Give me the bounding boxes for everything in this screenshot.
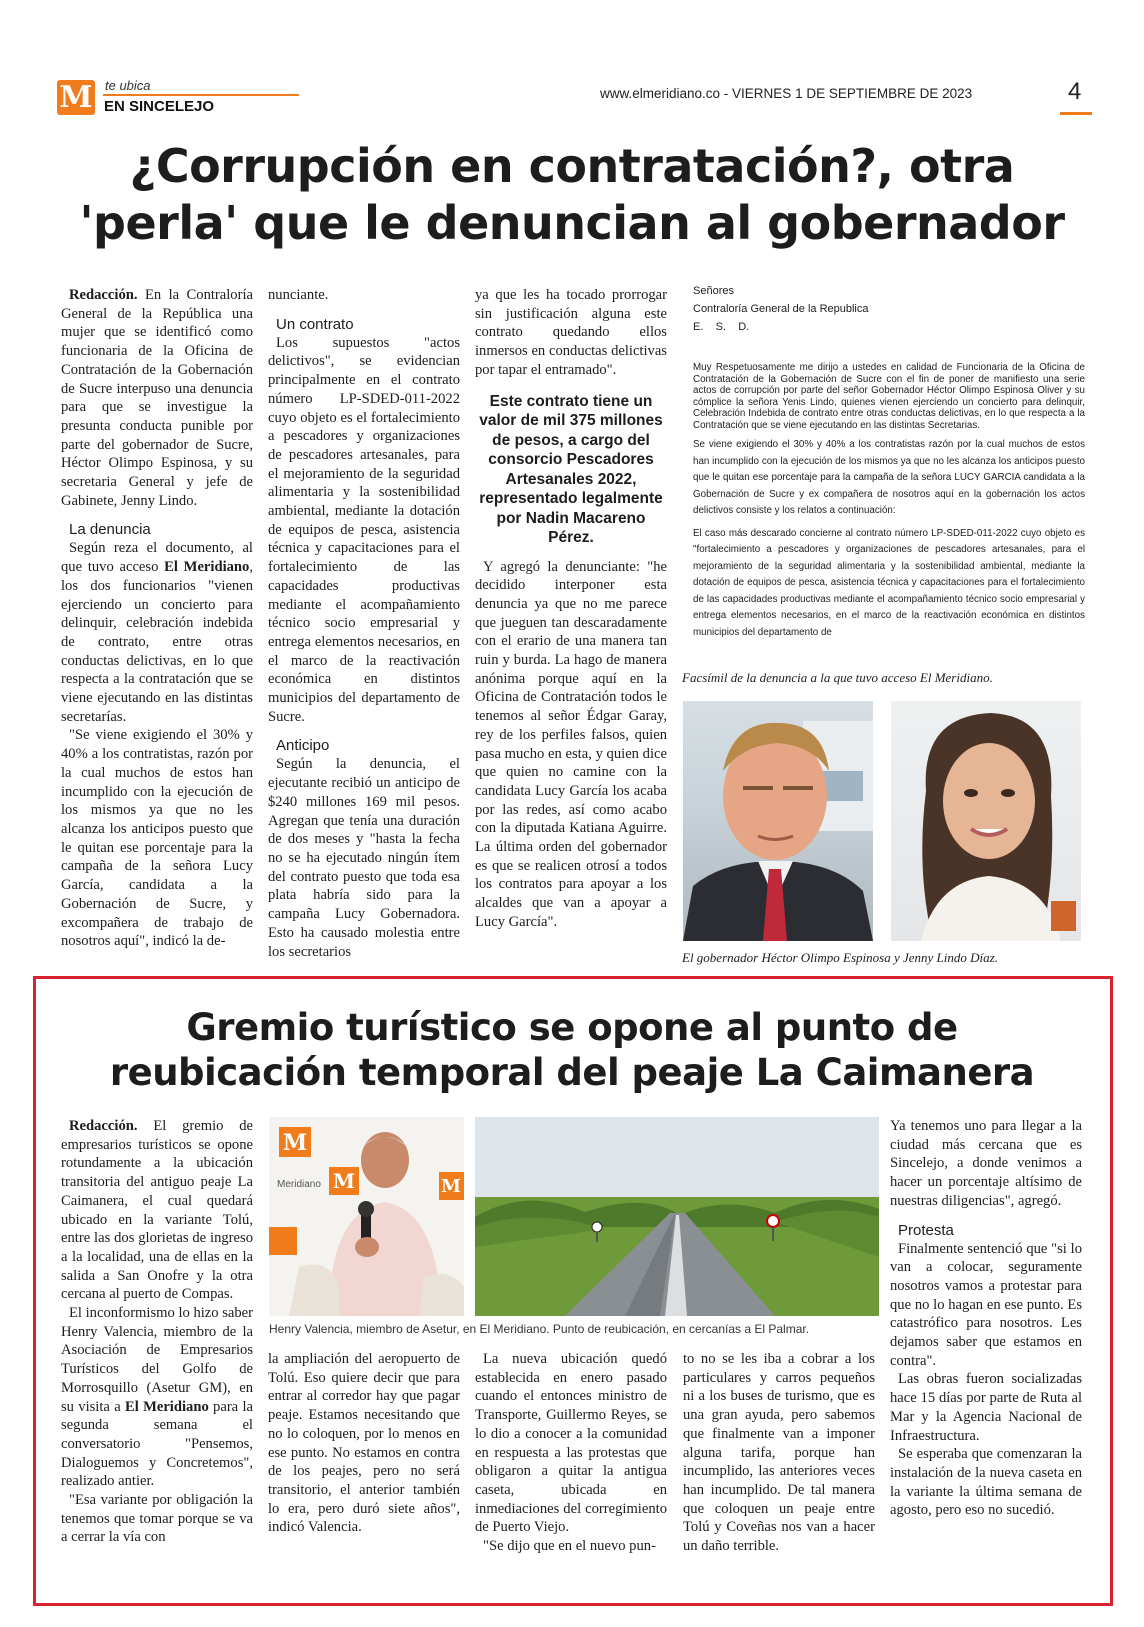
article2-paragraph: El gremio de empresarios turísticos se opone rotundamente a la ubicación transitoria del antiguo peaje La Caimanera, el cual quedará ubicado en la variante Tolú, entre las dos glorietas de ingreso a la localidad, una de ellas en la salida a San Onofre y la otra cercana al puerto de Compas.	[61, 1118, 253, 1303]
byline: Redacción.	[69, 287, 138, 303]
subhead-la-denuncia: La denuncia	[69, 521, 151, 539]
facsimile-document	[693, 282, 1085, 652]
interview-scene-icon	[269, 1117, 464, 1316]
photo-henry-valencia	[269, 1117, 464, 1316]
photo-caption-governor: El gobernador Héctor Olimpo Espinosa y Jenny Lindo Díaz.	[682, 950, 998, 965]
svg-text:M: M	[332, 1169, 356, 1193]
article1-column-2	[268, 286, 460, 961]
article1-paragraph: Según la denuncia, el ejecutante recibió un anticipo de $240 millones 169 mil pesos. Agregan que tenía una duración de dos meses y "hasta la fecha no se ha ejecutado ningún ítem del contrato puesto que toda esa plata habría sido para la campaña Lucy Gobernadora. Esto ha causado molestia entre los secretarios	[268, 756, 460, 960]
article1-headline-line1: ¿Corrupción en contratación?, otra	[129, 139, 1015, 193]
article1-paragraph: Los supuestos "actos delictivos", se evidencian principalmente en el contrato número LP-SDED-011-2022 cuyo objeto es el fortalecimiento a pescadores y organizaciones de pescadores artesanales, para el mejoramiento de la seguridad alimentaria y la sostenibilidad ambiental, mediante la dotación de equipos de pesca, asistencia técnica y capacitaciones para el fortalecimiento de las capacidades productivas mediante el acompañamiento técnico socio empresarial y entrega elementos necesarios, en el marco de la reactivación económica en distintos municipios del departamento de Sucre.	[268, 334, 460, 725]
article2-paragraph: para la segunda semana el conversatorio "Pensemos, Dialoguemos y Concretemos", realizado antier.	[61, 1398, 253, 1490]
article2-column-4	[683, 1350, 875, 1556]
secretary-portrait-icon	[891, 701, 1081, 941]
article1-headline-line2: 'perla' que le denuncian al gobernador	[79, 196, 1065, 250]
article2-column-3	[475, 1350, 667, 1556]
date-line: www.elmeridiano.co - VIERNES 1 DE SEPTIEMBRE DE 2023	[600, 86, 973, 101]
byline: Redacción.	[69, 1118, 138, 1134]
article2-column-2	[268, 1350, 460, 1537]
facsimile-paragraph: El caso más descarado concierne al contrato número LP-SDED-011-2022 cuyo objeto es "fortalecimiento a pescadores y organizaciones de pescadores artesanales, para el mejoramiento de la seguridad alimentaria y la sostenibilidad ambiental, mediante la dotación de equipos de pesca, asistencia técnica y capacitaciones para el fortalecimiento de las capacidades productivas mediante el acompañamiento técnico socio empresarial y entrega elementos necesarios, en el marco de la reactivación económica en distintos municipios del departamento de	[693, 527, 1085, 638]
pull-quote: Este contrato tiene un valor de mil 375 millones de pesos, a cargo del consorcio Pescadores Artesanales 2022, representado legalmente por Nadin Macareno Pérez.	[479, 392, 663, 547]
article2-paragraph: Finalmente sentenció que "si lo van a colocar, seguramente nosotros vamos a protestar para que no lo hagan en ese punto. Es catastrófico para nosotros. Les dejamos saber que estamos en contra".	[890, 1240, 1082, 1369]
article2-column-1	[61, 1117, 253, 1547]
article1-paragraph: Y agregó la denunciante: "he decidido interponer esta denuncia ya que no me parece que jueguen tan descaradamente con el erario de una manera tan ruin y burda. La hago de manera anónima porque aquí en la Oficina de Contratación todos le tenemos al señor Édgar Garay, rey de los perfiles falsos, quien pasa mucho en esta, y quien dice que quien no camine con la candidata Lucy García los acaba por las redes, así como acabo con la diputada Katiana Aguirre. La última orden del gobernador es que se realicen otrosí a todos los contratos para apoyar a los alcaldes que van a apoyar a Lucy García".	[475, 558, 667, 930]
article1-paragraph: , los dos funcionarios "vienen ejerciendo un concierto para delinquir, celebración indebida de contrato, entre otras conductas delictivas, en lo que respecta a la contratación que se viene ejecutando en las distintas secretarías.	[61, 559, 253, 725]
article2-paragraph: "Esa variante por obligación la tenemos que tomar porque se va a cerrar la vía con	[61, 1492, 253, 1546]
article2-paragraph: to no se les iba a cobrar a los particulares y carros pequeños ni a los buses de turismo, que es una gran ayuda, pero sabemos que finalmente van a imponer alguna tarifa, porque han incumplido, las anteriores veces han incumplido. De tal manera que coloquen un peaje entre Tolú y Coveñas nos van a hacer un daño terrible.	[683, 1351, 875, 1555]
photo-secretary	[891, 701, 1081, 941]
article1-paragraph: nunciante.	[268, 287, 329, 303]
svg-text:M: M	[441, 1176, 461, 1197]
article2-paragraph: Las obras fueron socializadas hace 15 días por parte de Ruta al Mar y la Agencia Nacional de Infraestructura.	[890, 1371, 1082, 1444]
article1-column-1	[61, 286, 253, 951]
article2-headline-line2: reubicación temporal del peaje La Caimanera	[109, 1051, 1035, 1094]
masthead-logo	[57, 80, 95, 115]
article1-paragraph: ya que les ha tocado prorrogar sin justificación alguna este contrato quedando ellos inmersos en conductas delictivas por tapar el entramado".	[475, 287, 667, 378]
subhead-un-contrato: Un contrato	[276, 315, 354, 333]
section-name: EN SINCELEJO	[104, 98, 215, 115]
tagline: te ubica	[105, 78, 151, 93]
backdrop-brand: Meridiano	[277, 1179, 321, 1190]
subhead-protesta: Protesta	[898, 1221, 954, 1239]
facsimile-paragraph: Muy Respetuosamente me dirijo a ustedes en calidad de Funcionaria de la Oficina de Contratación de la Gobernación de Sucre con el fin de poner de manifiesto una serie actos de corrupción por parte del señor Gobernador Héctor Olimpo Espinosa Oliver y su cómplice la señora Yenis Lindo, quienes vienen ejerciendo un concierto para delinquir, Celebración Indebida de contrato entre otras conductas delictivas, en lo que respecta a la Contratación que se viene ejecutando en las distintas Secretarias.	[693, 362, 1085, 431]
svg-text:M: M	[282, 1130, 308, 1156]
article1-paragraph: Según reza el documento, al que tuvo acceso	[61, 540, 253, 576]
facsimile-caption: Facsímil de la denuncia a la que tuvo acceso El Meridiano.	[682, 670, 993, 685]
article2-paragraph: El inconformismo lo hizo saber Henry Valencia, miembro de la Asociación de Empresarios Turísticos del Golfo de Morrosquillo (Asetur GM), en su visita a	[61, 1305, 254, 1415]
article2-paragraph: la ampliación del aeropuerto de Tolú. Eso quiere decir que para entrar al corredor hay que pagar peaje. Estamos necesitando que no lo coloquen, por lo menos en ese punto. No estamos en contra de los peajes, pero no será transitorio, el anterior también lo era, pero duró siete años", indicó Valencia.	[268, 1351, 460, 1536]
facsimile-paragraph: Se viene exigiendo el 30% y 40% a los contratistas razón por la cual muchos de estos han incumplido con la ejecución de los mismos ya que no les alcanza los anticipos puesto que le quitan ese porcentaje para la campaña de la señora LUCY GARCIA candidata a la Gobernación de Sucre y ex compañera de nosotros aquí en la gobernación los actos delictivos consiste y los relatos a continuación:	[693, 439, 1085, 516]
article2-photo-caption: Henry Valencia, miembro de Asetur, en El Meridiano. Punto de reubicación, en cercanías a El Palmar.	[269, 1322, 810, 1336]
publication-name: El Meridiano	[124, 1398, 209, 1415]
article1-column-3	[475, 286, 667, 932]
logo-letter: M	[59, 80, 93, 115]
article1-paragraph: "Se viene exigiendo el 30% y 40% a los contratistas, razón por la cual muchos de estos han incumplido con la ejecución de los mismos ya que no les alcanza los anticipos puesto que le quitan ese porcentaje para la campaña de la señora Lucy García, candidata a la Gobernación de Sucre, y excompañera de trabajo de nosotros aquí", indicó la de-	[61, 727, 253, 950]
facsimile-recipient-2: Contraloría General de la Republica	[693, 303, 869, 315]
governor-portrait-icon	[683, 701, 873, 941]
section-underline	[103, 94, 299, 96]
facsimile-recipient-3: E. S. D.	[693, 321, 750, 333]
subhead-anticipo: Anticipo	[276, 737, 330, 755]
road-landscape-icon	[475, 1117, 879, 1316]
article2-paragraph: Se esperaba que comenzaran la instalación de la nueva caseta en la variante la última semana de agosto, pero eso no sucedió.	[890, 1446, 1082, 1519]
article2-headline	[40, 1005, 1104, 1095]
page-number-underline	[1060, 112, 1092, 115]
page-number: 4	[1068, 78, 1082, 105]
article2-headline-line1: Gremio turístico se opone al punto de	[186, 1006, 958, 1049]
article1-headline	[40, 138, 1104, 252]
photo-relocation-site	[475, 1117, 879, 1316]
article2-column-5	[890, 1117, 1082, 1520]
article2-paragraph: La nueva ubicación quedó establecida en enero pasado cuando el entonces ministro de Transporte, Guillermo Reyes, se lo dio a conocer a la comunidad en respuesta a las protestas que obligaron a quitar la antigua caseta, ubicada en inmediaciones del corregimiento de Puerto Viejo.	[475, 1351, 667, 1536]
facsimile-recipient-1: Señores	[693, 285, 734, 297]
article1-paragraph: En la Contraloría General de la República una mujer que se identificó como funcionaria de la Oficina de Contratación de la Gobernación de Sucre interpuso una denuncia para que se investigue la presunta conducta punible por parte del gobernador de Sucre, Héctor Olimpo Espinosa, y su secretaria General y jefe de Gabinete, Jenny Lindo.	[61, 287, 253, 509]
article2-paragraph: "Se dijo que en el nuevo pun-	[483, 1538, 656, 1555]
article2-paragraph: Ya tenemos uno para llegar a la ciudad más cercana que es Sincelejo, a donde venimos a hacer un porcentaje altísimo de nuestras diligencias", agregó.	[890, 1118, 1082, 1209]
photo-governor	[683, 701, 873, 941]
publication-name: El Meridiano	[164, 559, 250, 576]
